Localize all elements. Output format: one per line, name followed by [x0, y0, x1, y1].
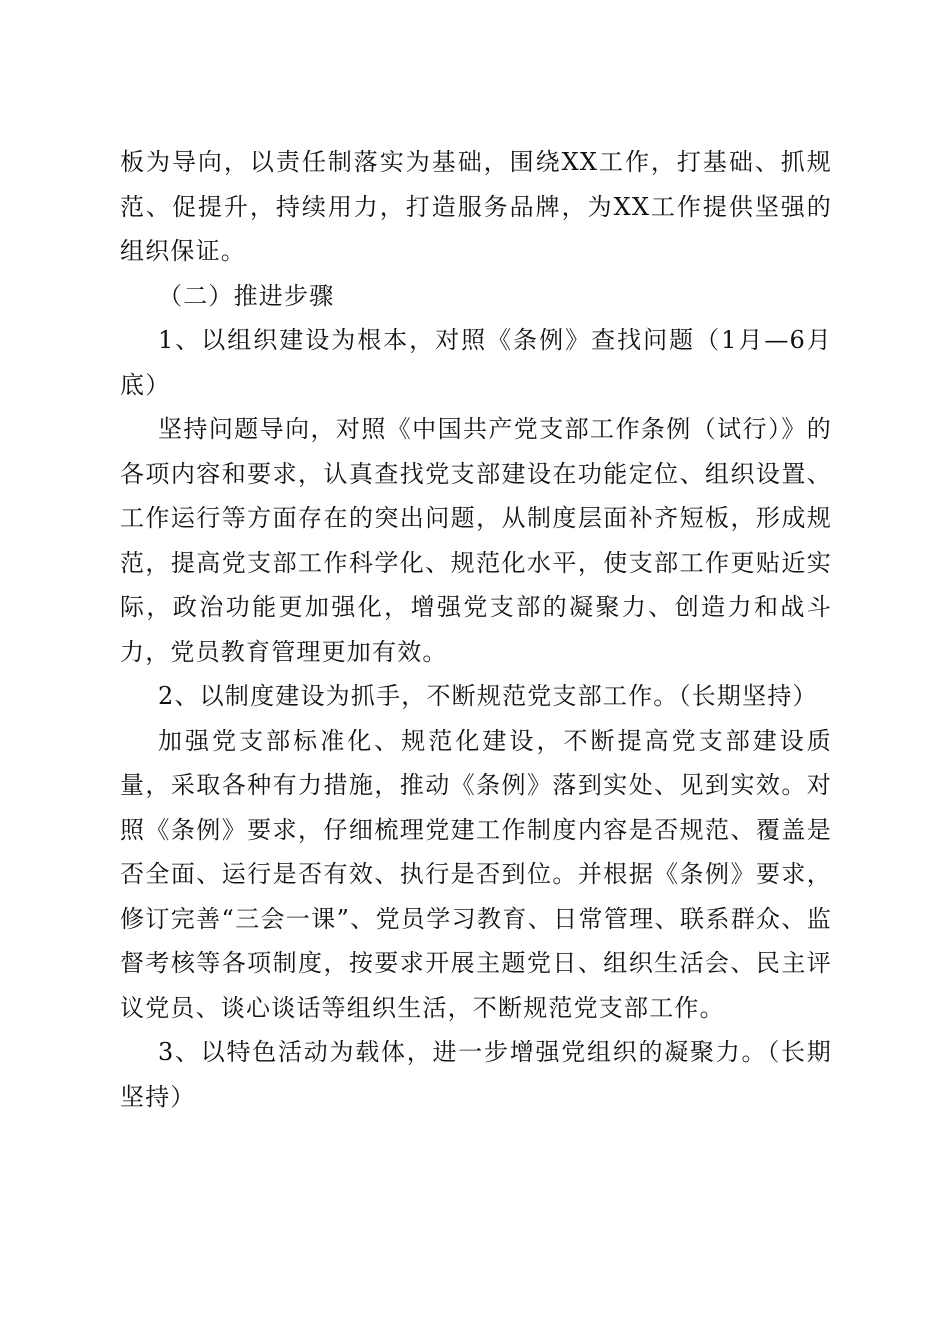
step-item-3: 3、以特色活动为载体，进一步增强党组织的凝聚力。（长期坚持） — [120, 1038, 832, 1111]
paragraph-continuation: 板为导向，以责任制落实为基础，围绕XX工作，打基础、抓规范、促提升，持续用力，打造服务品牌，为XX工作提供坚强的组织保证。 — [120, 148, 832, 265]
step-item-2: 2、以制度建设为抓手，不断规范党支部工作。（长期坚持） — [158, 682, 818, 710]
paragraph-step-2-body: 加强党支部标准化、规范化建设，不断提高党支部建设质量，采取各种有力措施，推动《条例》落到实处、见到实效。对照《条例》要求，仔细梳理党建工作制度内容是否规范、覆盖是否全面、运行是否有效、执行是否到位。并根据《条例》要求，修订完善“三会一课”、党员学习教育、日常管理、联系群众、监督考核等各项制度，按要求开展主题党日、组织生活会、民主评议党员、谈心谈话等组织生活，不断规范党支部工作。 — [120, 726, 832, 1022]
paragraph-step-1-body: 坚持问题导向，对照《中国共产党支部工作条例（试行）》的各项内容和要求，认真查找党支部建设在功能定位、组织设置、工作运行等方面存在的突出问题，从制度层面补齐短板，形成规范，提高党支部工作科学化、规范化水平，使支部工作更贴近实际，政治功能更加强化，增强党支部的凝聚力、创造力和战斗力，党员教育管理更加有效。 — [120, 415, 832, 666]
document-page — [120, 140, 832, 1119]
section-heading-steps: （二）推进步骤 — [158, 281, 335, 310]
step-item-1: 1、以组织建设为根本，对照《条例》查找问题（1月—6月底） — [120, 326, 832, 399]
